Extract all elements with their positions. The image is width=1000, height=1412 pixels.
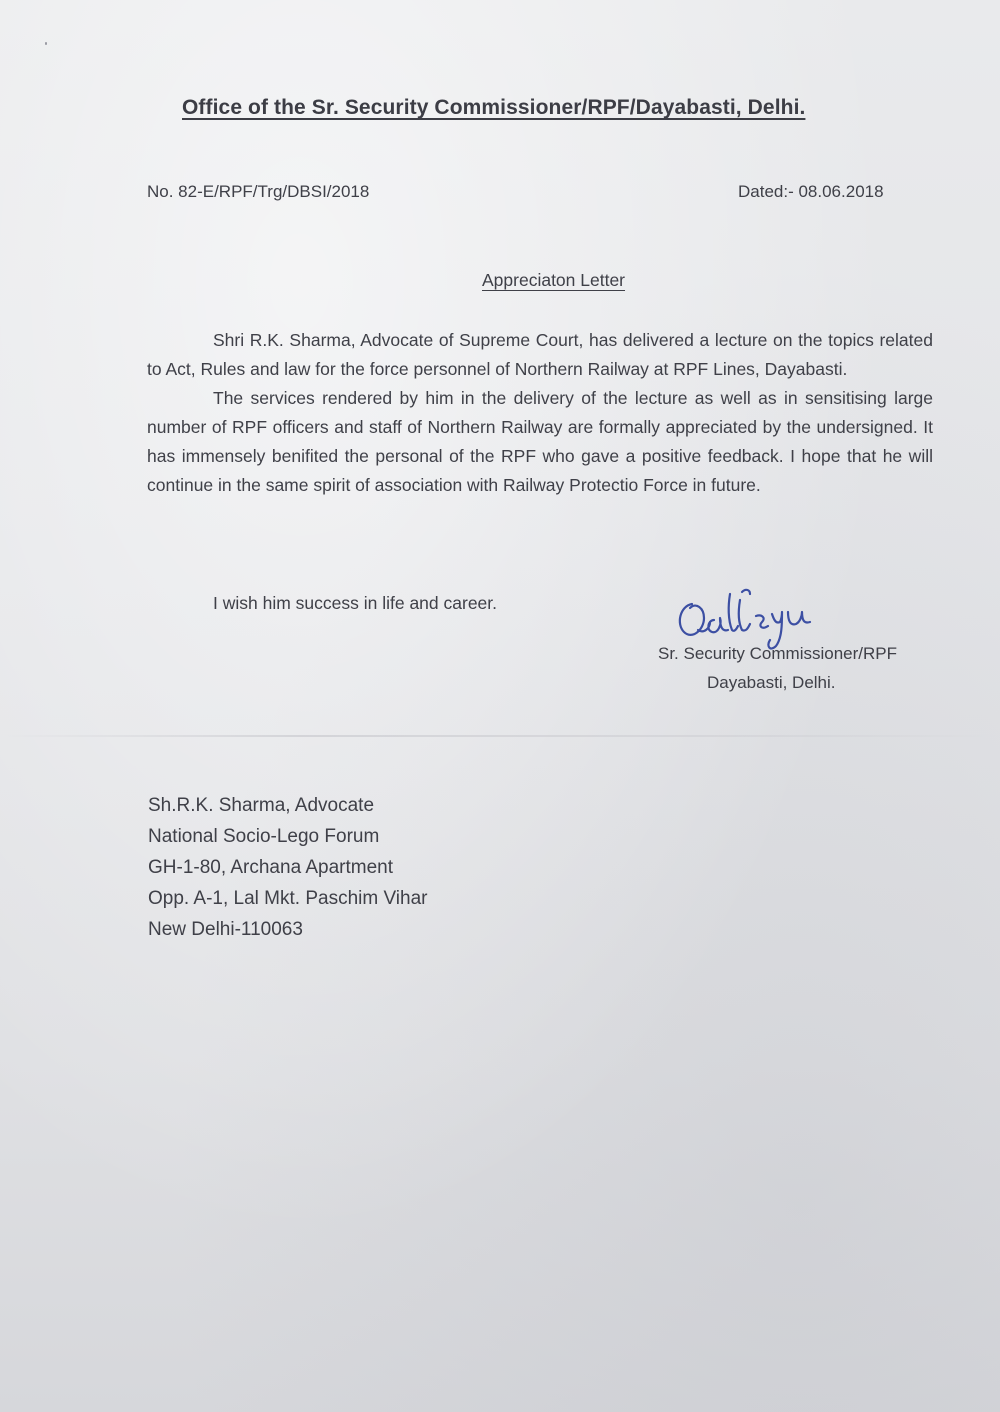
closing-line: I wish him success in life and career. (213, 593, 498, 613)
recipient-line-5: New Delhi-110063 (148, 919, 303, 940)
recipient-line-4: Opp. A-1, Lal Mkt. Paschim Vihar (148, 888, 428, 909)
recipient-address (148, 790, 428, 945)
letter-subject: Appreciaton Letter (482, 270, 626, 290)
letter-date: Dated:- 08.06.2018 (738, 182, 884, 201)
recipient-line-2: National Socio-Lego Forum (148, 826, 380, 847)
office-heading: Office of the Sr. Security Commissioner/RPF/Dayabasti, Delhi. (182, 96, 806, 119)
recipient-line-3: GH-1-80, Archana Apartment (148, 857, 394, 878)
paper-fold-line (0, 735, 1000, 737)
body-paragraph-1: Shri R.K. Sharma, Advocate of Supreme Court, has delivered a lecture on the topics related to Act, Rules and law for the force personnel of Northern Railway at RPF Lines, Dayabasti. (147, 330, 933, 379)
signatory-place: Dayabasti, Delhi. (707, 673, 836, 692)
recipient-line-1: Sh.R.K. Sharma, Advocate (148, 795, 375, 816)
reference-number: No. 82-E/RPF/Trg/DBSI/2018 (147, 182, 370, 201)
body-paragraph-2: The services rendered by him in the delivery of the lecture as well as in sensitising large number of RPF officers and staff of Northern Railway are formally appreciated by the undersigned. It has immensely benifited the personal of the RPF who gave a positive feedback. I hope that he will continue in the same spirit of association with Railway Protectio Force in future. (147, 388, 933, 495)
signatory-title: Sr. Security Commissioner/RPF (658, 644, 897, 663)
paper-speck (45, 42, 47, 45)
letter-body (147, 326, 933, 500)
